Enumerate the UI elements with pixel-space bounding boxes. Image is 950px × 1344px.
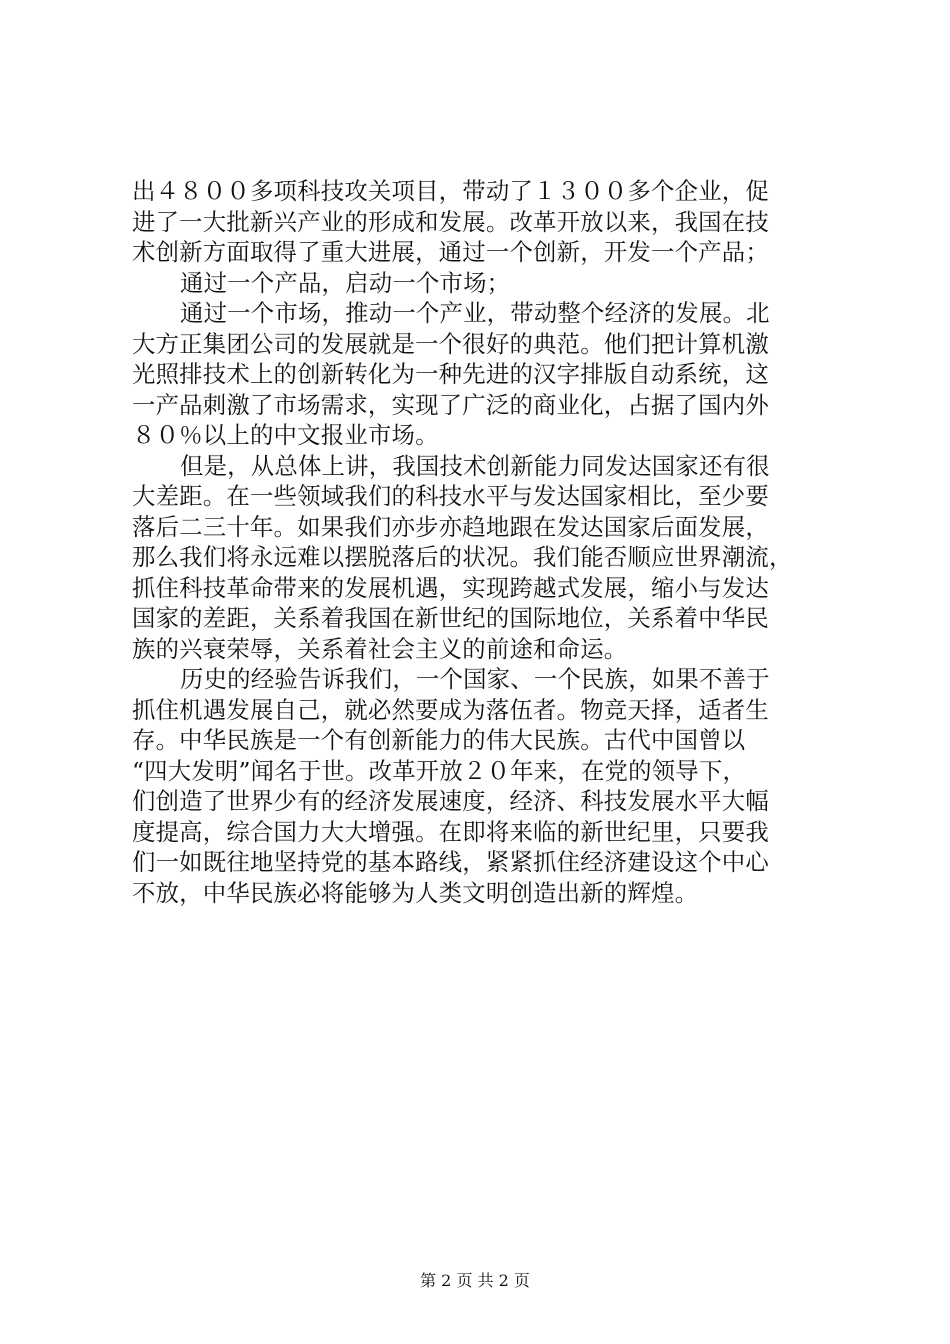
text-line: “四大发明”闻名于世。改革开放２０年来，在党的领导下， — [132, 756, 747, 785]
text-line: 抓住机遇发展自己，就必然要成为落伍者。物竞天择，适者生 — [132, 695, 769, 724]
text-line: 不放，中华民族必将能够为人类文明创造出新的辉煌。 — [132, 878, 699, 907]
text-line: 但是，从总体上讲，我国技术创新能力同发达国家还有很 — [180, 451, 770, 480]
text-line: 国家的差距，关系着我国在新世纪的国际地位，关系着中华民 — [132, 604, 769, 632]
text-line: 抓住科技革命带来的发展机遇，实现跨越式发展，缩小与发达 — [132, 573, 769, 602]
text-line: 大差距。在一些领域我们的科技水平与发达国家相比，至少要 — [132, 482, 769, 510]
document-body — [132, 176, 837, 908]
text-line: 落后二三十年。如果我们亦步亦趋地跟在发达国家后面发展， — [132, 512, 769, 541]
text-line: 通过一个市场，推动一个产业，带动整个经济的发展。北 — [180, 299, 770, 327]
page-number-footer: 第 2 页 共 2 页 — [420, 1271, 530, 1290]
text-line: 光照排技术上的创新转化为一种先进的汉字排版自动系统，这 — [132, 360, 769, 388]
text-line: 历史的经验告诉我们，一个国家、一个民族，如果不善于 — [180, 665, 770, 693]
text-line: 那么我们将永远难以摆脱落后的状况。我们能否顺应世界潮流， — [132, 543, 793, 571]
text-line: 出４８００多项科技攻关项目，带动了１３００多个企业，促 — [132, 177, 769, 205]
text-line: 们一如既往地坚持党的基本路线，紧紧抓住经济建设这个中心 — [132, 848, 769, 876]
text-line: 们创造了世界少有的经济发展速度，经济、科技发展水平大幅 — [132, 787, 769, 815]
text-line: 一产品刺激了市场需求，实现了广泛的商业化，占据了国内外 — [132, 390, 769, 419]
text-line: 度提高，综合国力大大增强。在即将来临的新世纪里，只要我 — [132, 817, 769, 846]
text-line: 进了一大批新兴产业的形成和发展。改革开放以来，我国在技 — [132, 207, 769, 236]
text-line: 通过一个产品，启动一个市场； — [180, 268, 511, 297]
text-line: 族的兴衰荣辱，关系着社会主义的前途和命运。 — [132, 634, 628, 663]
text-line: 存。中华民族是一个有创新能力的伟大民族。古代中国曾以 — [132, 726, 746, 754]
text-line: 大方正集团公司的发展就是一个很好的典范。他们把计算机激 — [132, 329, 769, 358]
text-line: 术创新方面取得了重大进展，通过一个创新，开发一个产品； — [132, 238, 769, 266]
text-line: ８０％以上的中文报业市场。 — [132, 421, 439, 449]
